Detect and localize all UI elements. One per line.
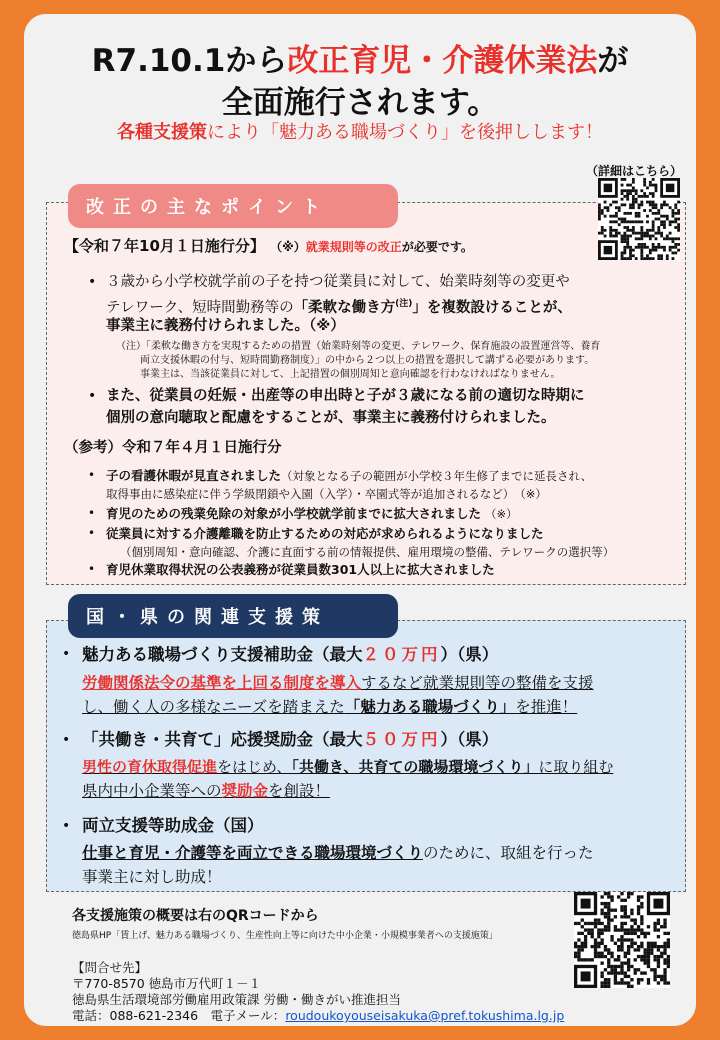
ref1-line2: 取得事由に感染症に伴う学級閉鎖や入園（入学）・卒園式等が追加されるなど） （※）: [106, 487, 547, 501]
title-line2: 全面施行されます。: [221, 85, 499, 121]
qr-heading: 各支援施策の概要は右のQRコードから: [72, 908, 319, 924]
bullet-dot: •: [62, 646, 71, 662]
support3-line1: 仕事と育児・介護等を両立できる職場環境づくりのために、取組を行った: [82, 844, 594, 862]
points-banner: 改正の主なポイント: [68, 184, 398, 228]
ref1-line1: 子の看護休暇が見直されました（対象となる子の範囲が小学校３年生修了までに延長され、: [106, 468, 593, 483]
ref3-line1: 従業員に対する介護離職を防止するための対応が求められるようになりました: [106, 526, 544, 541]
contact-dept: 徳島県生活環境部労働雇用政策課 労働・働きがい推進担当: [72, 992, 401, 1007]
support2-title: 「共働き・共育て」応援奨励金（最大５０万円）（県）: [82, 730, 499, 749]
qr-sub: 徳島県HP「賃上げ、魅力ある職場づくり、生産性向上等に向けた中小企業・小規模事業者への支援施策」: [72, 931, 498, 941]
note-line2: 両立支援休暇の付与、短時間勤務制度）」の中から２つ以上の措置を選択して講ずる必要があります。: [140, 355, 595, 366]
oct-heading: 【令和７年10月１日施行分】 （※）就業規則等の改正が必要です。: [64, 237, 473, 255]
qr-code-bottom-image: [574, 892, 670, 988]
support2-line1: 男性の育休取得促進をはじめ、「共働き、共育ての職場環境づくり」に取り組む: [82, 758, 614, 776]
support1-line1: 労働関係法令の基準を上回る制度を導入するなど就業規則等の整備を支援: [82, 674, 594, 692]
qr-details-label: （詳細はこちら）: [585, 164, 682, 178]
qr-code-top[interactable]: [598, 178, 680, 260]
support3-title: 両立支援等助成金（国）: [82, 816, 264, 835]
contact-phone-email: 電話：088-621-2346 電子メール：roudoukoyouseisakuka@pref.tokushima.lg.jp: [72, 1008, 565, 1023]
subtitle: 各種支援策により「魅力ある職場づくり」を後押しします！: [117, 122, 603, 143]
ref3-line2: （個別周知・意向確認、介護に直面する前の情報提供、雇用環境の整備、テレワークの選択等）: [120, 545, 615, 559]
item1-line1: ３歳から小学校就学前の子を持つ従業員に対して、始業時刻等の変更や: [106, 274, 570, 290]
qr-code-bottom[interactable]: [574, 892, 670, 988]
note-line3: 事業主は、当該従業員に対して、上記措置の個別周知と意向確認を行わなければなりません。: [140, 369, 561, 380]
flyer-sheet: [24, 14, 696, 1026]
ref4: 育児休業取得状況の公表義務が従業員数301人以上に拡大されました: [106, 562, 495, 577]
email-link[interactable]: roudoukoyouseisakuka@pref.tokushima.lg.jp: [285, 1008, 565, 1023]
bullet-dot: •: [88, 468, 96, 482]
support1-line2: し、働く人の多様なニーズを踏まえた「魅力ある職場づくり」を推進！: [82, 698, 578, 716]
bullet-dot: •: [88, 388, 97, 404]
support2-line2: 県内中小企業等への奨励金を創設！: [82, 782, 331, 800]
item1-line3: 事業主に義務付けられました。（※）: [106, 318, 345, 334]
item2-line1: また、従業員の妊娠・出産等の申出時と子が３歳になる前の適切な時期に: [106, 388, 585, 404]
support1-title: 魅力ある職場づくり支援補助金（最大２０万円）（県）: [82, 645, 499, 664]
title-line1: R7.10.1から改正育児・介護休業法が: [91, 43, 629, 79]
item1-line2: テレワーク、短時間勤務等の「柔軟な働き方$^{(注)}$」を複数設けることが、: [106, 299, 572, 316]
apr-heading: （参考）令和７年４月１日施行分: [64, 440, 282, 456]
contact-address: 〒770-8570 徳島市万代町１－１: [72, 976, 262, 991]
bullet-dot: •: [88, 526, 96, 540]
bullet-dot: •: [88, 274, 97, 290]
bullet-dot: •: [62, 818, 71, 834]
contact-heading: 【問合せ先】: [72, 960, 148, 975]
item2-line2: 個別の意向聴取と配慮をすることが、事業主に義務付けられました。: [106, 410, 556, 426]
note-line1: （注）「柔軟な働き方を実現するための措置（始業時刻等の変更、テレワーク、保育施設の設置運営等、養育: [116, 341, 601, 352]
support3-line2: 事業主に対し助成！: [82, 868, 222, 886]
qr-code-top-image: [598, 178, 680, 260]
bullet-dot: •: [62, 732, 71, 748]
support-banner: 国・県の関連支援策: [68, 594, 398, 638]
ref2: 育児のための残業免除の対象が小学校就学前までに拡大されました （※）: [106, 506, 518, 521]
bullet-dot: •: [88, 506, 96, 520]
bullet-dot: •: [88, 562, 96, 576]
